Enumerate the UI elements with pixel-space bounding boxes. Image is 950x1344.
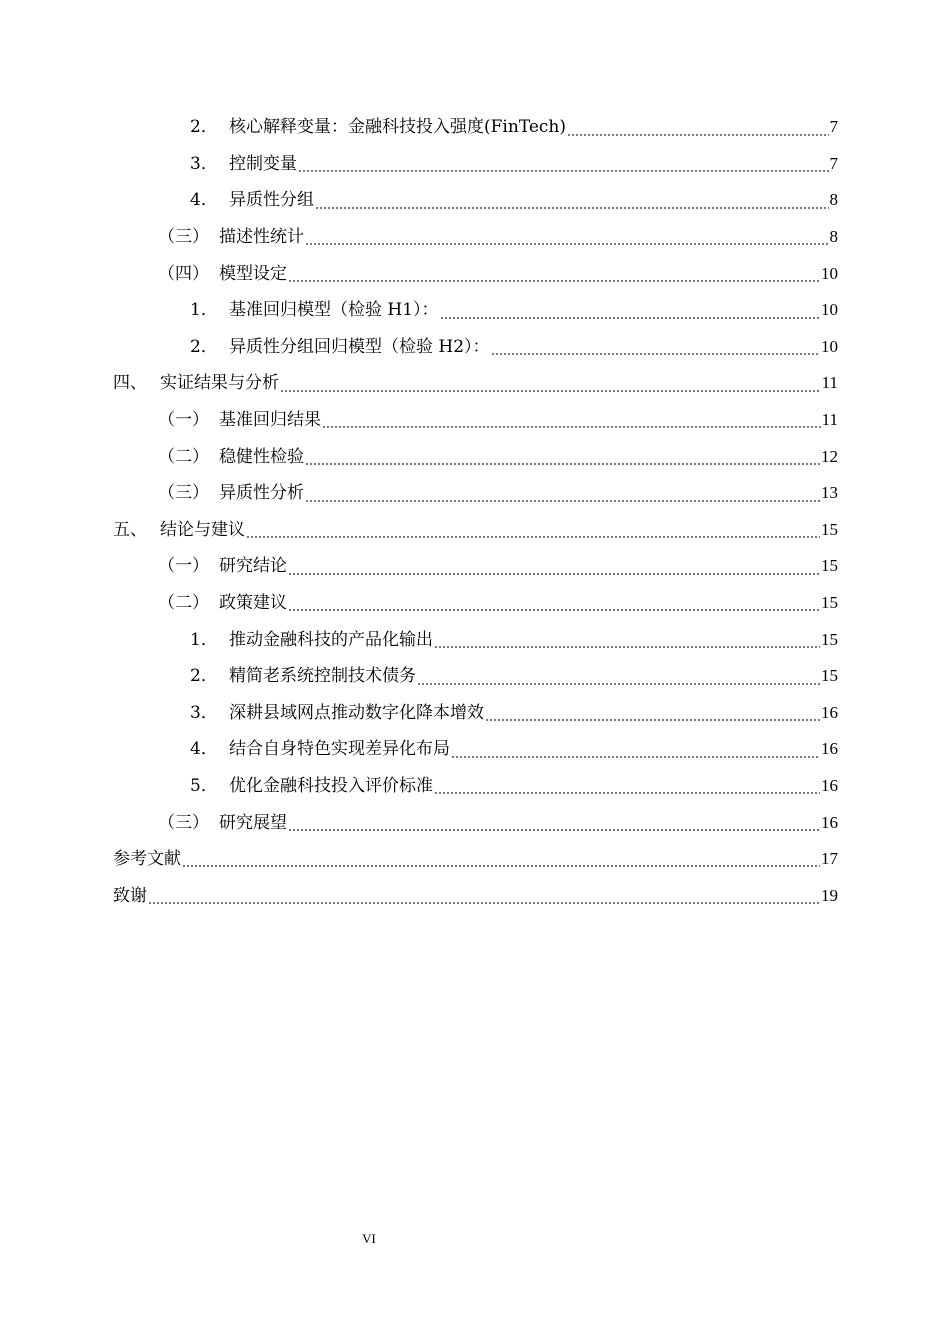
toc-dot-leader: [288, 608, 820, 612]
toc-dot-leader: [434, 645, 820, 649]
toc-entry-number: 2．: [190, 117, 218, 138]
toc-dot-leader: [485, 718, 820, 722]
toc-entry-page-number: 8: [829, 227, 838, 247]
toc-entry[interactable]: [113, 475, 838, 512]
toc-entry-number: （三）: [158, 483, 209, 504]
toc-entry-number: 3．: [190, 153, 218, 174]
toc-entry-number: （三）: [158, 227, 209, 248]
toc-entry-number: （三）: [158, 812, 209, 833]
toc-entry-title: 基准回归模型（检验 H1）：: [229, 300, 439, 321]
toc-dot-leader: [567, 133, 829, 137]
toc-entry-title: 核心解释变量：金融科技投入强度(FinTech): [229, 117, 566, 138]
toc-dot-leader: [305, 499, 820, 503]
toc-entry[interactable]: [113, 512, 838, 549]
toc-entry-number: 5．: [190, 775, 218, 796]
toc-dot-leader: [288, 279, 820, 283]
toc-dot-leader: [182, 864, 820, 868]
toc-entry[interactable]: [113, 768, 838, 805]
toc-entry-title: 深耕县域网点推动数字化降本增效: [229, 702, 484, 723]
toc-entry-page-number: 16: [821, 702, 838, 722]
toc-entry[interactable]: [113, 146, 838, 183]
toc-entry[interactable]: [113, 658, 838, 695]
toc-dot-leader: [298, 169, 829, 173]
toc-dot-leader: [148, 901, 820, 905]
toc-entry-page-number: 10: [821, 300, 838, 320]
page-number: VI: [362, 1231, 376, 1246]
toc-entry-number: 2．: [190, 666, 218, 687]
toc-entry-page-number: 15: [821, 666, 838, 686]
toc-entry[interactable]: [113, 219, 838, 256]
toc-entry[interactable]: [113, 438, 838, 475]
toc-entry-title: 模型设定: [219, 263, 287, 284]
toc-entry-page-number: 7: [829, 117, 838, 137]
toc-entry-title: 研究结论: [219, 556, 287, 577]
toc-entry-number: （二）: [158, 593, 209, 614]
toc-entry-page-number: 7: [829, 153, 838, 173]
toc-entry-page-number: 16: [821, 739, 838, 759]
toc-entry-page-number: 10: [821, 336, 838, 356]
toc-entry-page-number: 16: [821, 812, 838, 832]
toc-entry-title: 异质性分组: [229, 190, 314, 211]
toc-entry-title: 基准回归结果: [219, 410, 321, 431]
toc-entry-title: 政策建议: [219, 593, 287, 614]
toc-entry-title: 异质性分组回归模型（检验 H2）：: [229, 336, 490, 357]
toc-entry-page-number: 15: [821, 629, 838, 649]
toc-entry-page-number: 13: [821, 483, 838, 503]
toc-dot-leader: [305, 242, 829, 246]
toc-entry-page-number: 15: [821, 556, 838, 576]
toc-entry-title: 研究展望: [219, 812, 287, 833]
toc-entry-title: 优化金融科技投入评价标准: [229, 775, 433, 796]
toc-entry[interactable]: [113, 731, 838, 768]
toc-entry[interactable]: [113, 329, 838, 366]
toc-entry[interactable]: [113, 877, 838, 914]
toc-dot-leader: [417, 682, 820, 686]
toc-entry-number: （四）: [158, 263, 209, 284]
toc-dot-leader: [491, 352, 820, 356]
toc-entry-title: 控制变量: [229, 153, 297, 174]
toc-entry-title: 结合自身特色实现差异化布局: [229, 739, 450, 760]
toc-entry-title: 结论与建议: [160, 519, 245, 540]
toc-entry[interactable]: [113, 109, 838, 146]
toc-dot-leader: [434, 791, 820, 795]
toc-entry-title: 参考文献: [113, 849, 181, 870]
toc-entry-page-number: 15: [821, 593, 838, 613]
toc-entry-number: （一）: [158, 556, 209, 577]
toc-entry-title: 致谢: [113, 885, 147, 906]
toc-entry-number: 1．: [190, 300, 218, 321]
toc-entry-title: 描述性统计: [219, 227, 304, 248]
toc-entry[interactable]: [113, 548, 838, 585]
toc-entry[interactable]: [113, 695, 838, 732]
toc-entry-number: 四、: [113, 373, 147, 394]
toc-entry-title: 推动金融科技的产品化输出: [229, 629, 433, 650]
toc-entry-page-number: 16: [821, 775, 838, 795]
toc-entry[interactable]: [113, 841, 838, 878]
toc-dot-leader: [451, 755, 820, 759]
toc-entry-number: 2．: [190, 336, 218, 357]
toc-entry-title: 精简老系统控制技术债务: [229, 666, 416, 687]
toc-dot-leader: [288, 572, 820, 576]
toc-entry-number: （一）: [158, 410, 209, 431]
toc-entry-page-number: 11: [821, 373, 838, 393]
toc-dot-leader: [246, 535, 820, 539]
toc-entry[interactable]: [113, 621, 838, 658]
toc-dot-leader: [440, 316, 820, 320]
toc-dot-leader: [280, 389, 821, 393]
toc-entry[interactable]: [113, 804, 838, 841]
toc-entry-title: 异质性分析: [219, 483, 304, 504]
toc-entry-page-number: 11: [821, 410, 838, 430]
toc-entry[interactable]: [113, 365, 838, 402]
toc-entry-number: 1．: [190, 629, 218, 650]
toc-entry-page-number: 12: [821, 446, 838, 466]
toc-entry-number: 五、: [113, 519, 147, 540]
toc-entry-title: 实证结果与分析: [160, 373, 279, 394]
toc-entry-number: 3．: [190, 702, 218, 723]
toc-entry[interactable]: [113, 402, 838, 439]
toc-entry-number: （二）: [158, 446, 209, 467]
toc-dot-leader: [305, 462, 820, 466]
toc-entry[interactable]: [113, 182, 838, 219]
toc-dot-leader: [315, 206, 829, 210]
toc-entry-page-number: 17: [821, 849, 838, 869]
toc-entry-page-number: 15: [821, 519, 838, 539]
toc-entry[interactable]: [113, 585, 838, 622]
toc-entry[interactable]: [113, 255, 838, 292]
toc-entry-page-number: 19: [821, 885, 838, 905]
toc-entry-page-number: 10: [821, 263, 838, 283]
toc-entry-title: 稳健性检验: [219, 446, 304, 467]
toc-dot-leader: [322, 425, 821, 429]
toc-entry-number: 4．: [190, 739, 218, 760]
toc-entry[interactable]: [113, 292, 838, 329]
table-of-contents: [113, 109, 838, 914]
toc-entry-page-number: 8: [829, 190, 838, 210]
toc-dot-leader: [288, 828, 820, 832]
toc-entry-number: 4．: [190, 190, 218, 211]
